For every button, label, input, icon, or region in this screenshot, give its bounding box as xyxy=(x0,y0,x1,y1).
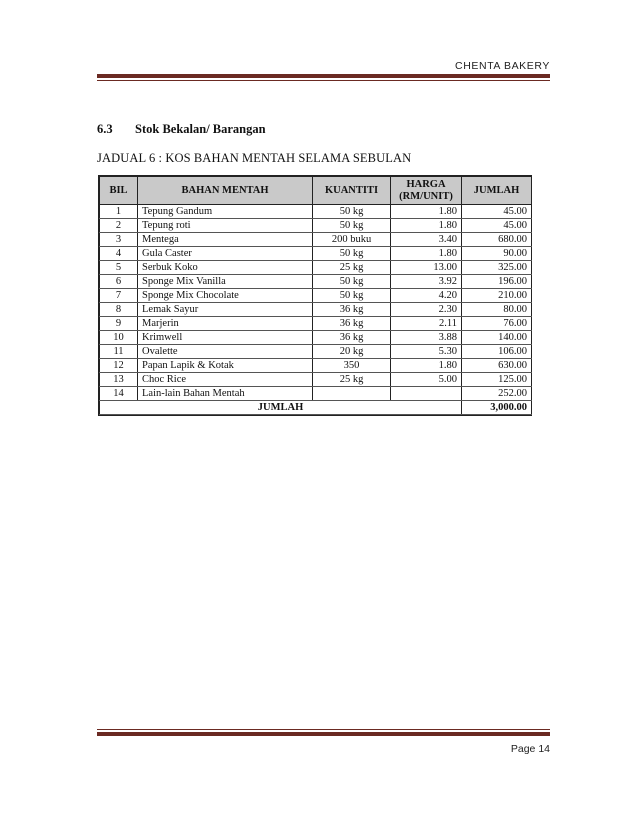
cell-bahan: Sponge Mix Vanilla xyxy=(138,275,313,289)
cell-bahan: Tepung roti xyxy=(138,219,313,233)
cell-harga: 1.80 xyxy=(391,219,462,233)
table-row xyxy=(100,289,532,303)
header-title: CHENTA BAKERY xyxy=(455,60,550,72)
cell-jumlah: 80.00 xyxy=(462,303,532,317)
total-label: JUMLAH xyxy=(100,401,462,415)
cell-kuantiti: 36 kg xyxy=(313,303,391,317)
table-row xyxy=(100,303,532,317)
section-title: Stok Bekalan/ Barangan xyxy=(135,122,266,136)
header-harga-line1: HARGA xyxy=(406,178,446,190)
footer-rule-thin xyxy=(97,729,550,730)
cell-harga: 1.80 xyxy=(391,359,462,373)
cell-jumlah: 630.00 xyxy=(462,359,532,373)
cell-bil: 9 xyxy=(100,317,138,331)
header-jumlah: JUMLAH xyxy=(462,177,532,205)
cell-jumlah: 140.00 xyxy=(462,331,532,345)
cell-jumlah: 106.00 xyxy=(462,345,532,359)
cell-bahan: Gula Caster xyxy=(138,247,313,261)
cell-jumlah: 90.00 xyxy=(462,247,532,261)
header-rule-thick xyxy=(97,74,550,78)
cell-kuantiti: 50 kg xyxy=(313,289,391,303)
cell-harga: 4.20 xyxy=(391,289,462,303)
cell-harga: 1.80 xyxy=(391,247,462,261)
cell-jumlah: 196.00 xyxy=(462,275,532,289)
cell-kuantiti: 50 kg xyxy=(313,219,391,233)
cell-bil: 3 xyxy=(100,233,138,247)
page-number: Page 14 xyxy=(510,743,550,755)
cell-harga: 2.11 xyxy=(391,317,462,331)
cost-table xyxy=(99,176,532,415)
total-value: 3,000.00 xyxy=(462,401,532,415)
cell-kuantiti: 50 kg xyxy=(313,247,391,261)
cell-kuantiti: 200 buku xyxy=(313,233,391,247)
cell-harga: 3.92 xyxy=(391,275,462,289)
cell-jumlah: 325.00 xyxy=(462,261,532,275)
cell-kuantiti: 25 kg xyxy=(313,373,391,387)
table-header-row xyxy=(100,177,532,205)
cell-bil: 7 xyxy=(100,289,138,303)
header-kuantiti: KUANTITI xyxy=(313,177,391,205)
table-total-row xyxy=(100,401,532,415)
cell-bil: 10 xyxy=(100,331,138,345)
cell-bil: 13 xyxy=(100,373,138,387)
table-row xyxy=(100,247,532,261)
cell-harga: 3.40 xyxy=(391,233,462,247)
cell-harga xyxy=(391,387,462,401)
cell-kuantiti: 25 kg xyxy=(313,261,391,275)
header-bahan-mentah: BAHAN MENTAH xyxy=(138,177,313,205)
table-row xyxy=(100,345,532,359)
cost-table-wrapper xyxy=(98,175,532,416)
cell-harga: 5.30 xyxy=(391,345,462,359)
header-harga-line2: (RM/UNIT) xyxy=(399,190,453,202)
cell-bahan: Lain-lain Bahan Mentah xyxy=(138,387,313,401)
cell-harga: 3.88 xyxy=(391,331,462,345)
cell-harga: 5.00 xyxy=(391,373,462,387)
cell-bahan: Mentega xyxy=(138,233,313,247)
table-row xyxy=(100,205,532,219)
cell-bil: 1 xyxy=(100,205,138,219)
cell-jumlah: 125.00 xyxy=(462,373,532,387)
cell-bahan: Marjerin xyxy=(138,317,313,331)
cell-bil: 14 xyxy=(100,387,138,401)
cell-bahan: Choc Rice xyxy=(138,373,313,387)
section-number: 6.3 xyxy=(97,122,113,136)
table-row xyxy=(100,233,532,247)
cell-bil: 6 xyxy=(100,275,138,289)
cell-bil: 12 xyxy=(100,359,138,373)
header-harga xyxy=(391,177,462,205)
table-caption: JADUAL 6 : KOS BAHAN MENTAH SELAMA SEBULAN xyxy=(97,151,412,165)
cell-kuantiti xyxy=(313,387,391,401)
table-row xyxy=(100,261,532,275)
cell-bil: 5 xyxy=(100,261,138,275)
cell-bahan: Serbuk Koko xyxy=(138,261,313,275)
cell-jumlah: 680.00 xyxy=(462,233,532,247)
footer-rule-thick xyxy=(97,732,550,736)
cell-bil: 4 xyxy=(100,247,138,261)
cell-jumlah: 210.00 xyxy=(462,289,532,303)
cell-kuantiti: 20 kg xyxy=(313,345,391,359)
table-row xyxy=(100,359,532,373)
cell-kuantiti: 36 kg xyxy=(313,331,391,345)
cell-jumlah: 252.00 xyxy=(462,387,532,401)
table-row xyxy=(100,373,532,387)
cell-jumlah: 45.00 xyxy=(462,205,532,219)
cell-bil: 2 xyxy=(100,219,138,233)
cell-harga: 2.30 xyxy=(391,303,462,317)
header-bil: BIL xyxy=(100,177,138,205)
cell-kuantiti: 50 kg xyxy=(313,275,391,289)
cell-harga: 1.80 xyxy=(391,205,462,219)
cell-kuantiti: 350 xyxy=(313,359,391,373)
cell-bil: 8 xyxy=(100,303,138,317)
cell-bahan: Sponge Mix Chocolate xyxy=(138,289,313,303)
table-row xyxy=(100,317,532,331)
table-row xyxy=(100,331,532,345)
table-row xyxy=(100,275,532,289)
cell-bahan: Papan Lapik & Kotak xyxy=(138,359,313,373)
cell-bahan: Tepung Gandum xyxy=(138,205,313,219)
cell-bahan: Lemak Sayur xyxy=(138,303,313,317)
section-heading xyxy=(97,122,266,137)
cell-bahan: Ovalette xyxy=(138,345,313,359)
table-row xyxy=(100,219,532,233)
cell-bahan: Krimwell xyxy=(138,331,313,345)
header-rule-thin xyxy=(97,80,550,81)
table-body xyxy=(100,205,532,415)
cell-harga: 13.00 xyxy=(391,261,462,275)
cell-bil: 11 xyxy=(100,345,138,359)
cell-jumlah: 45.00 xyxy=(462,219,532,233)
cell-kuantiti: 50 kg xyxy=(313,205,391,219)
cell-kuantiti: 36 kg xyxy=(313,317,391,331)
table-row xyxy=(100,387,532,401)
cell-jumlah: 76.00 xyxy=(462,317,532,331)
